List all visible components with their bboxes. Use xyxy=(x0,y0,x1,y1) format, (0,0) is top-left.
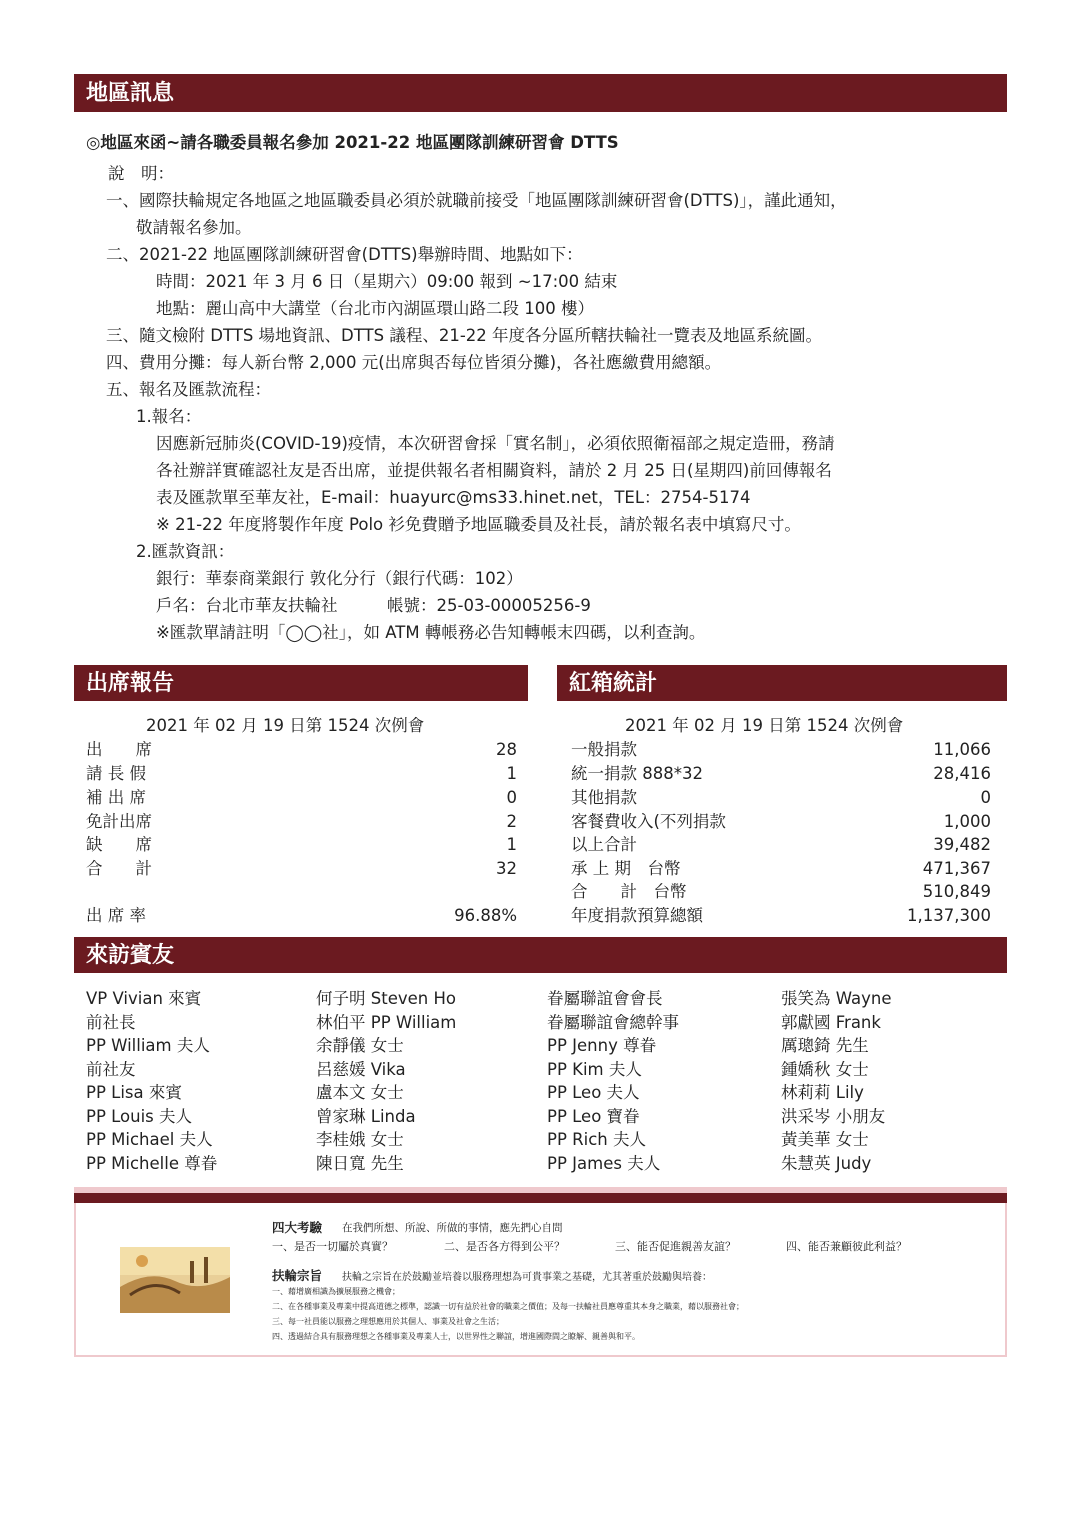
attendance-label: 缺 席 xyxy=(86,835,152,854)
visitor-name: 張笑為 Wayne xyxy=(781,989,892,1008)
redbox-label: 統一捐款 888*32 xyxy=(571,764,703,783)
notice-line: 1.報名： xyxy=(136,407,202,426)
object-of-rotary-item: 三、每一社員能以服務之理想應用於其個人、事業及社會之生活； xyxy=(272,1317,504,1326)
visitor-name: PP Louis 夫人 xyxy=(86,1106,193,1126)
object-of-rotary-title: 扶輪宗旨 xyxy=(272,1268,323,1283)
four-way-test-item: 四、能否兼顧彼此利益？ xyxy=(786,1240,907,1253)
attendance-value: 28 xyxy=(496,740,517,759)
object-of-rotary-item: 一、藉增廣相識為擴展服務之機會； xyxy=(272,1287,400,1296)
visitor-name: 厲璁錡 先生 xyxy=(781,1036,869,1055)
visitors-header: 來訪賓友 xyxy=(74,937,1007,973)
visitor-name: PP Kim 夫人 xyxy=(547,1059,642,1079)
redbox-header: 紅箱統計 xyxy=(557,665,1007,701)
redbox-value: 510,849 xyxy=(922,882,991,901)
redbox-label: 以上合計 xyxy=(571,835,637,854)
visitor-name: 黃美華 女士 xyxy=(781,1130,869,1149)
attendance-value: 32 xyxy=(496,859,517,878)
attendance-rate-value: 96.88% xyxy=(454,906,517,925)
notice-line: 四、費用分攤：每人新台幣 2,000 元(出席與否每位皆須分攤)，各社應繳費用總額。 xyxy=(106,353,722,372)
visitor-name: PP Leo 夫人 xyxy=(547,1083,640,1102)
visitor-name: 林伯平 PP William xyxy=(316,1012,457,1032)
redbox-value: 1,000 xyxy=(943,812,991,831)
object-of-rotary-subtitle: 扶輪之宗旨在於鼓勵並培養以服務理想為可貴事業之基礎，尤其著重於鼓勵與培養： xyxy=(342,1272,712,1283)
notice-line: 五、報名及匯款流程： xyxy=(106,380,271,399)
redbox-value: 11,066 xyxy=(933,740,991,759)
visitor-name: 林莉莉 Lily xyxy=(781,1083,864,1102)
visitor-name: 呂慈媛 Vika xyxy=(316,1059,406,1079)
notice-line: 二、2021-22 地區團隊訓練研習會(DTTS)舉辦時間、地點如下： xyxy=(106,245,583,264)
visitor-name: PP Leo 寶眷 xyxy=(547,1106,640,1126)
notice-line: 地點：麗山高中大講堂（台北市內湖區環山路二段 100 樓） xyxy=(156,299,594,318)
visitor-name: PP Rich 夫人 xyxy=(547,1130,646,1149)
notice-line: 說 明： xyxy=(108,164,174,183)
redbox-value: 28,416 xyxy=(933,764,991,783)
attendance-rate-label: 出 席 率 xyxy=(86,906,146,925)
visitor-name: 朱慧英 Judy xyxy=(781,1153,872,1173)
visitor-name: 前社友 xyxy=(86,1059,136,1079)
redbox-value: 0 xyxy=(980,788,991,807)
notice-title: ◎地區來函~請各職委員報名參加 2021-22 地區團隊訓練研習會 DTTS xyxy=(86,133,619,152)
visitor-name: 盧本文 女士 xyxy=(316,1083,404,1102)
notice-line: ※匯款單請註明「◯◯社」，如 ATM 轉帳務必告知轉帳末四碼，以利查詢。 xyxy=(156,623,706,642)
redbox-label: 年度捐款預算總額 xyxy=(571,906,703,925)
visitor-name: 郭獻國 Frank xyxy=(781,1012,881,1032)
redbox-label: 合 計 台幣 xyxy=(571,882,687,901)
visitor-name: PP William 夫人 xyxy=(86,1036,210,1055)
redbox-value: 471,367 xyxy=(922,859,991,878)
visitor-name: 曾家琳 Linda xyxy=(316,1106,416,1126)
attendance-value: 2 xyxy=(506,812,517,831)
visitor-name: 鍾嬌秋 女士 xyxy=(781,1059,869,1079)
bridge-image-icon xyxy=(120,1247,230,1313)
notice-line: 銀行：華泰商業銀行 敦化分行（銀行代碼：102） xyxy=(156,569,523,588)
four-way-test-item: 一、是否一切屬於真實？ xyxy=(272,1240,393,1253)
attendance-label: 請 長 假 xyxy=(86,764,146,783)
visitor-name: 李桂娥 女士 xyxy=(316,1130,404,1149)
notice-line: ※ 21-22 年度將製作年度 Polo 衫免費贈予地區職委員及社長，請於報名表中填寫尺寸。 xyxy=(156,515,801,534)
notice-line: 2.匯款資訊： xyxy=(136,542,235,561)
four-way-test-subtitle: 在我們所想、所說、所做的事情，應先捫心自問 xyxy=(342,1222,563,1234)
attendance-value: 1 xyxy=(506,835,517,854)
attendance-subtitle: 2021 年 02 月 19 日第 1524 次例會 xyxy=(146,716,425,735)
redbox-label: 一般捐款 xyxy=(571,740,637,759)
redbox-label: 客餐費收入(不列捐款 xyxy=(571,812,726,831)
redbox-value: 39,482 xyxy=(933,835,991,854)
four-way-test-item: 二、是否各方得到公平？ xyxy=(444,1240,565,1253)
visitor-name: 眷屬聯誼會會長 xyxy=(547,989,663,1008)
footer-top-band xyxy=(74,1187,1007,1203)
visitor-name: 前社長 xyxy=(86,1012,136,1032)
attendance-value: 0 xyxy=(506,788,517,807)
district-news-header: 地區訊息 xyxy=(74,74,1007,112)
visitor-name: 余靜儀 女士 xyxy=(316,1036,404,1055)
notice-line: 敬請報名參加。 xyxy=(136,218,252,237)
object-of-rotary-item: 四、透過結合具有服務理想之各種事業及專業人士，以世界性之聯誼，增進國際間之瞭解、親善與和平。 xyxy=(272,1332,640,1341)
attendance-value: 1 xyxy=(506,764,517,783)
visitor-name: PP Michael 夫人 xyxy=(86,1130,213,1149)
notice-line: 戶名：台北市華友扶輪社 帳號：25-03-00005256-9 xyxy=(156,596,591,615)
visitor-name: PP Jenny 尊眷 xyxy=(547,1036,657,1055)
notice-line: 時間：2021 年 3 月 6 日（星期六）09:00 報到 ~17:00 結束 xyxy=(156,272,618,291)
four-way-test-title: 四大考驗 xyxy=(272,1220,323,1235)
attendance-label: 合 計 xyxy=(86,859,152,878)
redbox-subtitle: 2021 年 02 月 19 日第 1524 次例會 xyxy=(625,716,904,735)
notice-line: 一、國際扶輪規定各地區之地區職委員必須於就職前接受「地區團隊訓練研習會(DTTS)」，謹此通知， xyxy=(106,191,847,210)
visitor-name: PP Michelle 尊眷 xyxy=(86,1153,218,1173)
notice-line: 各社辦詳實確認社友是否出席，並提供報名者相關資料，請於 2 月 25 日(星期四)前回傳報名 xyxy=(156,461,832,480)
visitor-name: VP Vivian 來賓 xyxy=(86,989,202,1008)
visitor-name: PP James 夫人 xyxy=(547,1153,661,1173)
redbox-label: 其他捐款 xyxy=(571,788,637,807)
four-way-test-item: 三、能否促進親善友誼？ xyxy=(615,1240,736,1253)
redbox-value: 1,137,300 xyxy=(907,906,991,925)
visitor-name: 眷屬聯誼會總幹事 xyxy=(547,1012,679,1032)
notice-line: 因應新冠肺炎(COVID-19)疫情，本次研習會採「實名制」，必須依照衛福部之規定造冊，務請 xyxy=(156,434,835,453)
attendance-header: 出席報告 xyxy=(74,665,528,701)
object-of-rotary-item: 二、在各種事業及專業中提高道德之標準，認識一切有益於社會的職業之價值；及每一扶輪社員應尊重其本身之職業，藉以服務社會； xyxy=(272,1302,744,1311)
district-notice xyxy=(86,128,1006,646)
attendance-label: 免計出席 xyxy=(86,812,152,831)
attendance-label: 補 出 席 xyxy=(86,788,146,807)
visitor-name: 洪采岑 小朋友 xyxy=(781,1106,886,1126)
visitor-name: 陳日寬 先生 xyxy=(316,1153,404,1173)
visitor-name: PP Lisa 來賓 xyxy=(86,1083,182,1102)
attendance-label: 出 席 xyxy=(86,740,152,759)
visitor-name: 何子明 Steven Ho xyxy=(316,989,456,1008)
redbox-label: 承 上 期 台幣 xyxy=(571,859,681,878)
notice-line: 表及匯款單至華友社，E-mail：huayurc@ms33.hinet.net，TEL：2754-5174 xyxy=(156,488,751,507)
notice-line: 三、隨文檢附 DTTS 場地資訊、DTTS 議程、21-22 年度各分區所轄扶輪社一覽表及地區系統圖。 xyxy=(106,326,823,345)
